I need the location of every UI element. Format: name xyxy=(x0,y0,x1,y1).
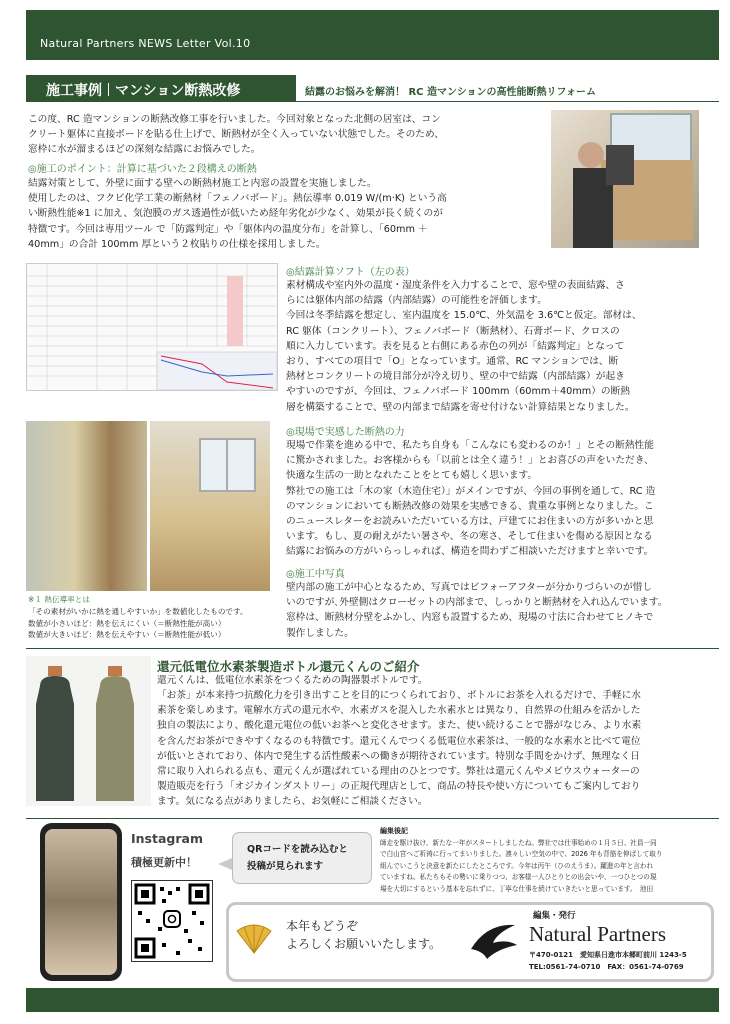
company-contact: TEL:0561-74-0710 FAX：0561-74-0769 xyxy=(529,963,684,971)
qr-pattern xyxy=(132,881,212,961)
bubble-tail xyxy=(218,858,232,870)
product-body: 「お茶」が本来持つ抗酸化力を引き出すことを目的につくられており、ボトルにお茶を入れるだけで、手軽に水 素茶を楽しめます。電解水方式の還元水や、水素ガスを混入した水素水とは異なり、自然界の仕組みを活かした 独自の製法により、酸化還元電位の低いお茶へと変化させます。また、使い続けることで器がなじみ、より水素 を含んだお茶ができやすくなるのも特徴です。還元くんでつくる低電位水素茶は、一般的な水素水と比べて電位 が低いとされており、体内で発生する活性酸素への働きが期待されています。特別な手間をかけず、無理なく日 常に取り入れられる点も、還元くんが選ばれている理由のひとつです。弊社は還元くんやメビウスウォーターの 製造販売を行う「オジカインダストリー」の正規代理店として、商品の特長や使い方についてもご案内しており ます。気になる点がありましたら、お気軽にご相談ください。 xyxy=(157,690,642,808)
heading-rule xyxy=(296,101,719,102)
bird-logo-icon xyxy=(467,919,519,963)
site-heading: ◎現場で実感した断熱の力 xyxy=(286,427,405,438)
newsletter-header xyxy=(26,10,719,60)
instagram-qr-code[interactable] xyxy=(131,880,213,962)
condensation-calc-table xyxy=(26,263,278,391)
photo-body: 壁内部の施工が中心となるため、写真ではビフォーアフターが分かりづらいのが惜し いのですが､外壁側はクローゼットの内部まで、しっかりと断熱材を入れ込んでいます。 窓枠は、断熱材分壁をふかし、内窓も設置するため、現場の寸法に合わせてヒノキで 製作しました。 xyxy=(286,582,668,639)
product-title: 還元低電位水素茶製造ボトル還元くんのご紹介 xyxy=(157,659,420,674)
instagram-title: Instagram xyxy=(131,831,203,846)
closet-insulation-photo xyxy=(26,421,147,591)
phone-screen xyxy=(45,829,117,975)
edit-label: 編集・発行 xyxy=(533,911,576,921)
fan-icon xyxy=(235,921,273,955)
site-body: 現場で作業を進める中で、私たち自身も「こんなにも変わるのか！」とその断熱性能 に驚かされました。お客様からも「以前とは全く違う！」とお喜びの声をいただき、 快適な生活の一助となれたことをとても嬉しく思います。 弊社での施工は「木の家（木造住宅）」がメインですが、今回の事例を通して、RC 造 のマンションにおいても断熱改修の効果を実感できる、貴重な事例となりました。こ のニュースレターをお読みいただいている方は、戸建てにお住まいの方が多いかと思 います。もし、夏の耐えがたい暑さや、冬の寒さ、そして住まいを傷める原因となる 結露にお悩みの方がいらっしゃれば、構造を問わずご相談いただけますと幸いです。 xyxy=(286,440,656,558)
publisher-card xyxy=(226,902,714,982)
window-frame-photo xyxy=(150,421,270,591)
divider xyxy=(108,83,109,96)
point-heading: ◎施工のポイント：計算に基づいた２段構えの断熱 xyxy=(28,164,257,175)
soft-heading: ◎結露計算ソフト（左の表） xyxy=(286,267,415,278)
new-year-greeting: 本年もどうぞ よろしくお願いいたします。 xyxy=(286,919,442,951)
instagram-sub: 積極更新中！ xyxy=(131,856,197,869)
window-illustration xyxy=(150,421,270,591)
worker-illustration xyxy=(551,110,699,248)
case-tag: 施工事例 xyxy=(46,83,102,99)
product-lead: 還元くんは、低電位水素茶をつくるための陶器製ボトルです。 xyxy=(157,675,428,686)
bottle-illustration xyxy=(26,656,151,806)
soft-body: 素材構成や室内外の温度・湿度条件を入力することで、窓や壁の表面結露、さ らには躯体内部の結露（内部結露）の可能性を評価します。 今回は冬季結露を想定し、室内温度を 15.0℃、外気温を 3.6℃と仮定。部材は、 RC 躯体（コンクリート）、フェノバボード（断熱材）、石膏ボード、クロスの 順に入力しています。表を見ると右側にある赤色の列が「結露判定」となって おり、すべての項目で「O」となっています。通常、RC マンションでは、断 熱材とコンクリートの境目部分が冷え切り、壁の中で結露（内部結露）が起き やすいのですが、今回は、フェノバボード 100mm（60mm＋40mm）の断熱 層を構築することで、壁の内部まで結露を寄せ付けない計算結果となりました。 xyxy=(286,280,642,413)
note-title: ※１ 熱伝導率とは xyxy=(28,595,90,604)
newsletter-title: Natural Partners NEWS Letter Vol.10 xyxy=(40,37,251,50)
bottle-photo xyxy=(26,656,151,806)
case-title: マンション断熱改修 xyxy=(115,83,241,99)
photo-heading: ◎施工中写真 xyxy=(286,569,345,580)
intro-text: この度、RC 造マンションの断熱改修工事を行いました。今回対象となった北側の居室は、コン クリート躯体に直接ボードを貼る仕上げで、断熱材が全く入っていない状態でした。そのため、 窓枠に水が溜まるほどの深刻な結露にお悩みでした。 xyxy=(28,114,444,156)
footer-bar xyxy=(26,988,719,1012)
qr-bubble: QRコードを読み込むと 投稿が見られます xyxy=(232,832,372,884)
point-body: 結露対策として、外壁に面する壁への断熱材施工と内窓の設置を実施しました。 使用したのは、フクビ化学工業の断熱材「フェノバボード」。熱伝導率 0.019 W/(m·K) という高 い断熱性能※1 に加え、気泡膜のガス透過性が低いため経年劣化が少なく、効果が長く続くのが 特徴です。今回は専用ツール で「防露判定」や「躯体内の温度分布」を計算し、「60mm ＋ 40mm」の合計 100mm 厚という２枚貼りの仕様を採用しました。 xyxy=(28,178,447,250)
worker-photo xyxy=(551,110,699,248)
postscript-title: 編集後記 xyxy=(380,827,408,835)
case-subtitle: 結露のお悩みを解消！ RC 造マンションの高性能断熱リフォーム xyxy=(305,87,597,98)
calc-table-graphic xyxy=(27,264,278,391)
company-name: Natural Partners xyxy=(529,922,667,946)
section-divider xyxy=(26,648,719,649)
section-divider-2 xyxy=(26,818,719,819)
section-heading xyxy=(26,75,296,102)
company-address: 〒470-0121 愛知県日進市本郷町前川 1243-5 xyxy=(529,951,687,959)
postscript-body: 師走を駆け抜け、新たな一年がスタートしましたね。弊社では仕事始めの１月５日、社員一同 で白山宮へご祈祷に行ってまいりました。凛々しい空気の中で、2026 年も背筋を伸ばして取り 組んでいこうと決意を新たにしたところです。今年は丙午（ひのえうま）。躍進の年と言われ ていますね。私たちもその勢いに乗りつつ、お客様一人ひとりとの出会いや、一つひとつの現 場を大切にするという基本を忘れずに、丁寧な仕事を続けていきたいと思っています。 池田 xyxy=(380,839,663,893)
note-body: 「その素材がいかに熱を通しやすいか」を数値化したものです。 数値が小さいほど：熱を伝えにくい（＝断熱性能が高い） 数値が大きいほど：熱を伝えやすい（＝断熱性能が低い） xyxy=(28,607,248,640)
phone-mockup xyxy=(40,823,122,981)
